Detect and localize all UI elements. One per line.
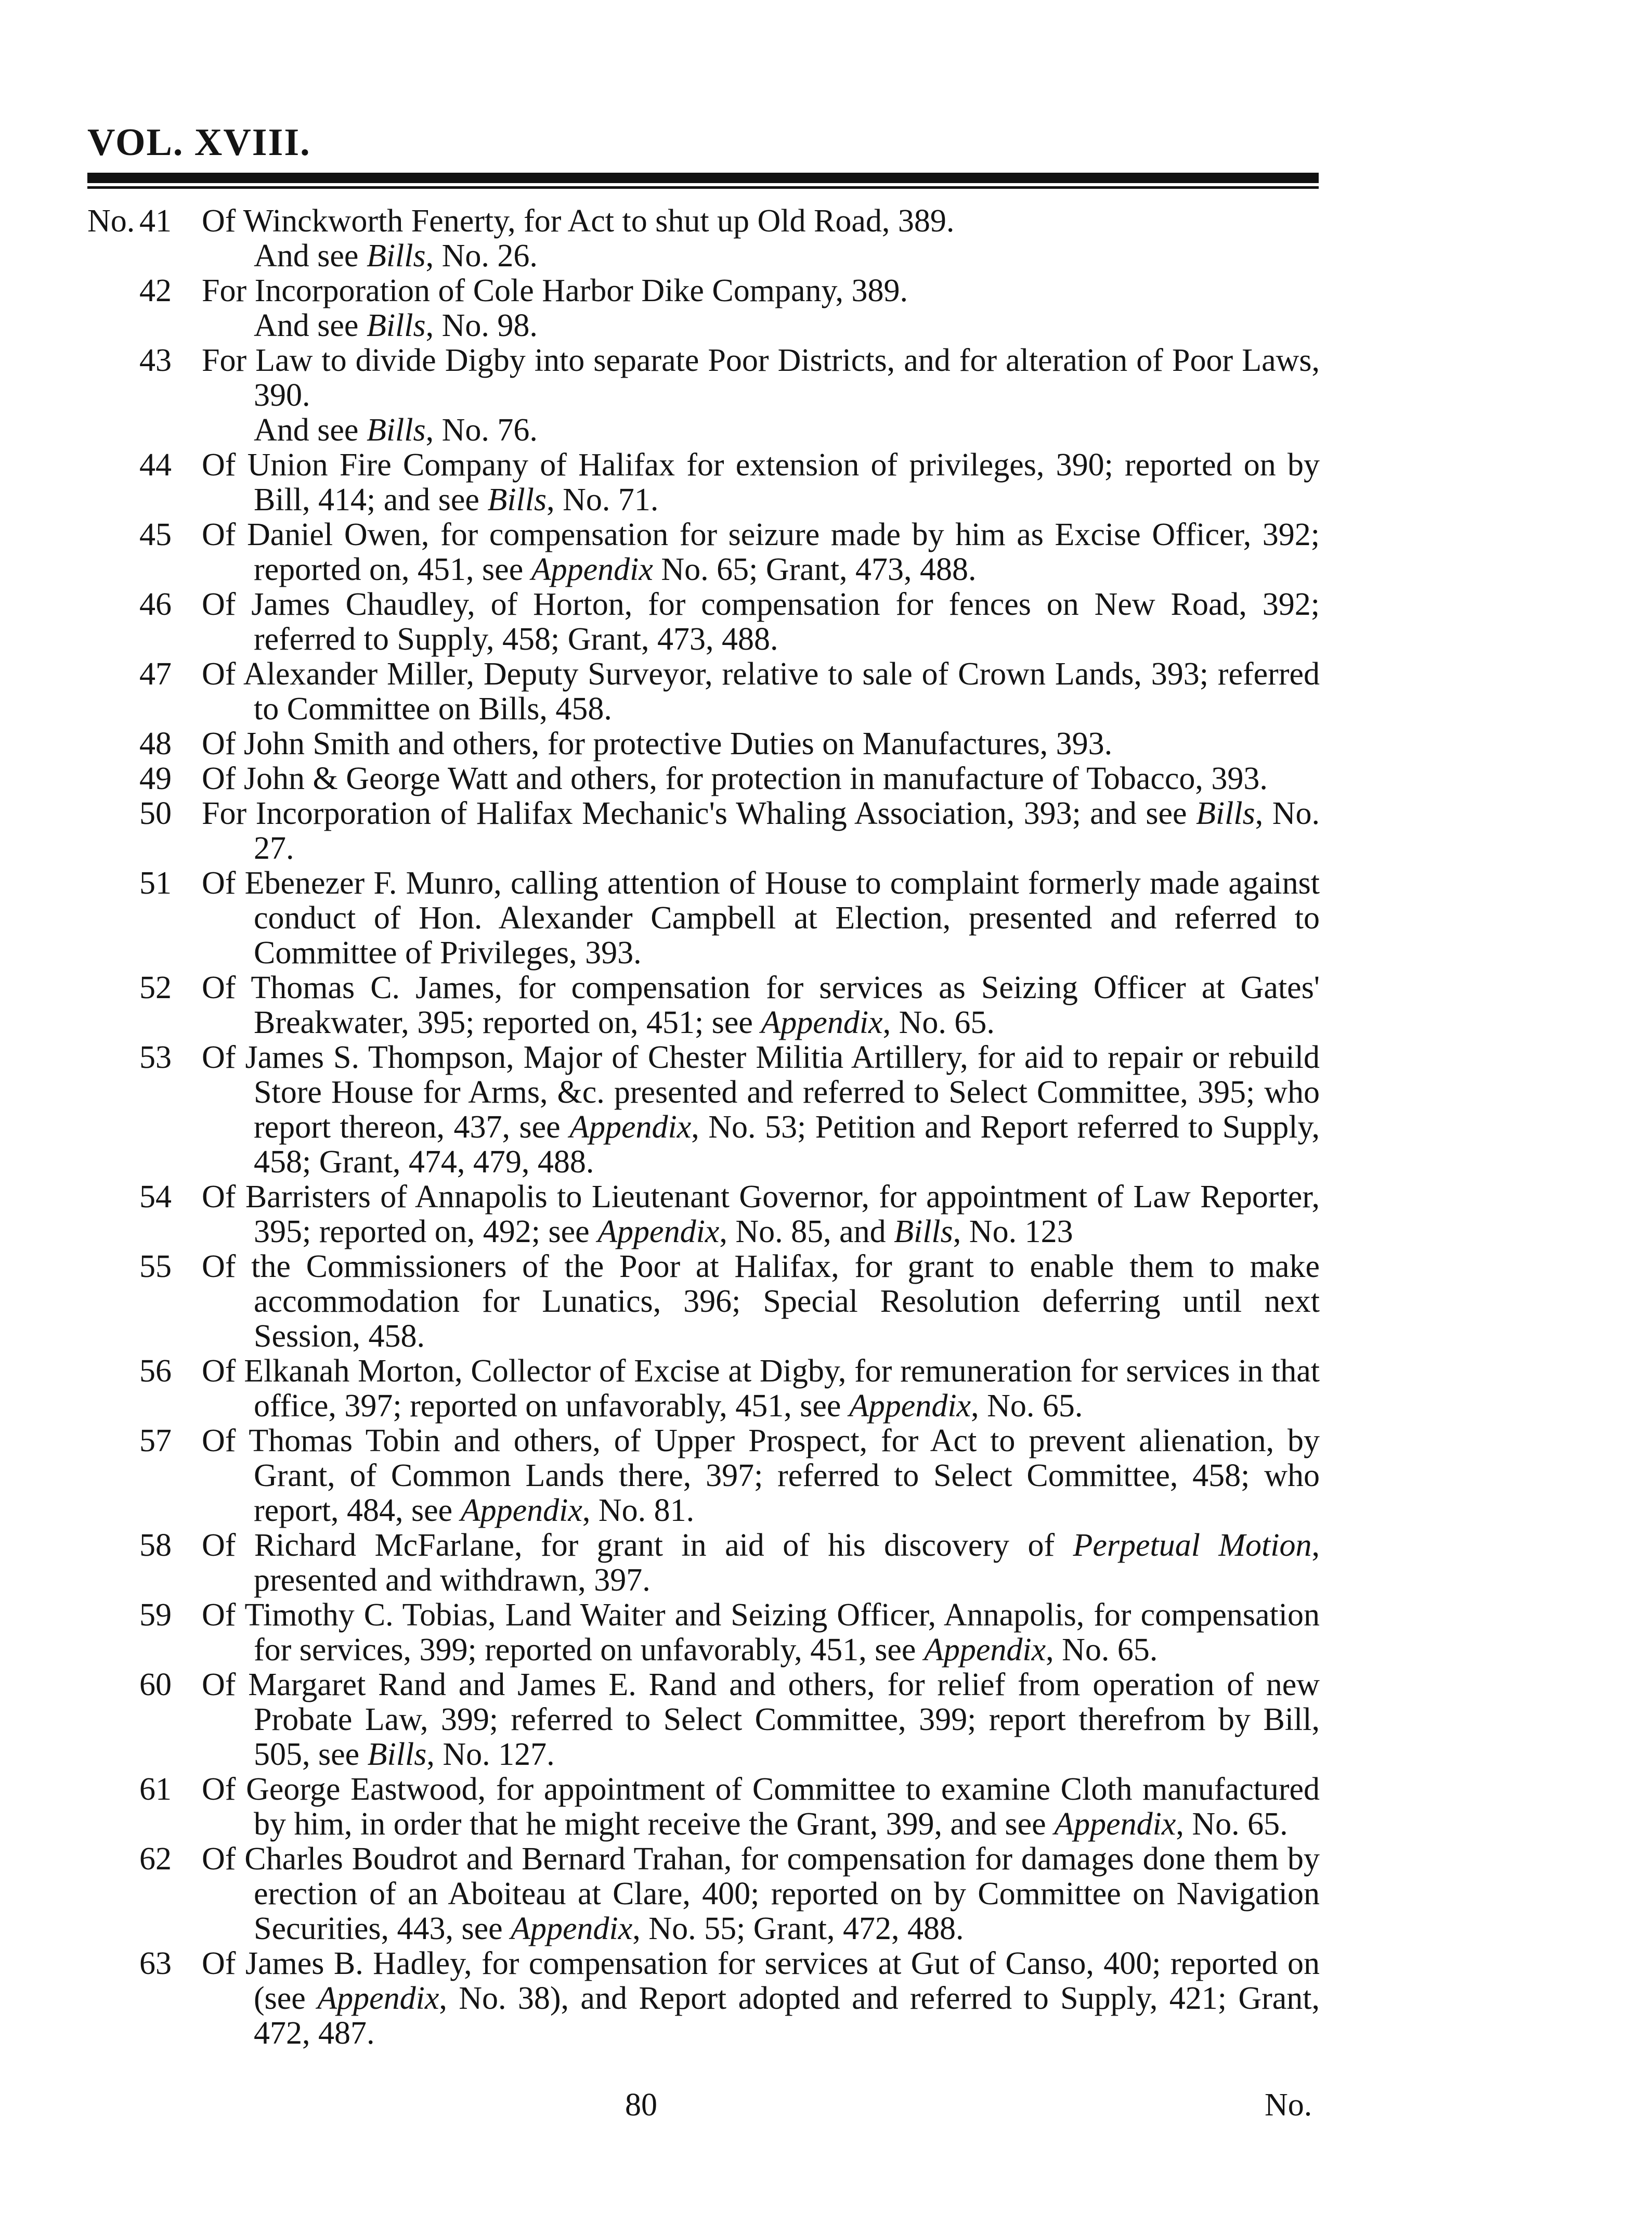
entry-number: 49: [139, 761, 172, 796]
entry-number: 47: [139, 656, 172, 692]
entry-number: 52: [139, 970, 172, 1005]
entry-italic-reference: Appendix: [761, 1005, 883, 1040]
entry-text-part: Of Barristers of Annapolis to Lieutenant Governor, for appointment of Law Reporter, 395; reported on, 492; see: [202, 1179, 1320, 1249]
entry-number: 44: [139, 447, 172, 483]
entry-italic-reference: Bills: [366, 308, 426, 343]
entry-text: [202, 1598, 1320, 1668]
entry-text: [202, 1180, 1320, 1249]
entry-number: 57: [139, 1423, 172, 1458]
entry-text: [202, 1842, 1320, 1946]
entry-number: 45: [139, 517, 172, 552]
entry-number: 42: [139, 273, 172, 308]
entry-number: 61: [139, 1772, 172, 1807]
catchword: No.: [1265, 2087, 1312, 2123]
entry-text-part: , No. 65.: [1176, 1806, 1288, 1842]
petition-entry: [87, 1528, 1320, 1598]
entry-italic-reference: Bills: [367, 1737, 427, 1772]
header-rule-thin: [87, 186, 1319, 189]
petition-entry: [87, 1424, 1320, 1528]
volume-header: VOL. XVIII.: [87, 121, 311, 164]
entry-text: [202, 1040, 1320, 1180]
entry-text-part: , No. 27.: [254, 796, 1320, 866]
entry-text-part: Of James B. Hadley, for compensation for services at Gut of Canso, 400; reported on (see: [202, 1946, 1320, 2016]
entry-text: [202, 587, 1320, 657]
entry-text-part: Of Union Fire Company of Halifax for extension of privileges, 390; reported on by Bill, 414; and see: [202, 447, 1320, 518]
entry-text: [202, 343, 1320, 413]
entry-text-part: For Incorporation of Cole Harbor Dike Company, 389.: [202, 273, 908, 308]
entry-italic-reference: Appendix: [511, 1911, 633, 1946]
petition-entry: [87, 866, 1320, 971]
entry-text-part: Of James S. Thompson, Major of Chester Militia Artillery, for aid to repair or rebuild Store House for Arms, &c. presented and referred to Select Committee, 395; who report thereon, 437, see: [202, 1040, 1320, 1145]
entry-text-part: Of James Chaudley, of Horton, for compensation for fences on New Road, 392; referred to Supply, 458; Grant, 473, 488.: [202, 587, 1320, 657]
entry-text-part: , No. 53; Petition and Report referred to Supply, 458; Grant, 474, 479, 488.: [254, 1109, 1320, 1180]
entry-text-part: And see: [254, 238, 367, 274]
entry-text-part: Of Thomas C. James, for compensation for services as Seizing Officer at Gates' Breakwater, 395; reported on, 451; see: [202, 970, 1320, 1040]
entry-text: [202, 1946, 1320, 2051]
petition-entry: [87, 1180, 1320, 1249]
entry-text-part: , No. 76.: [425, 412, 538, 448]
petition-entry: [87, 727, 1320, 761]
entry-text-part: For Law to divide Digby into separate Poor Districts, and for alteration of Poor Laws, 390.: [202, 343, 1320, 413]
entry-text-part: , No. 26.: [425, 238, 538, 274]
entry-text-part: , No. 98.: [425, 308, 538, 343]
petition-entry: [87, 518, 1320, 587]
entry-number: 46: [139, 587, 172, 622]
petition-entry: [87, 796, 1320, 866]
entry-text-part: , presented and withdrawn, 397.: [254, 1528, 1320, 1598]
entry-italic-reference: Appendix: [460, 1493, 582, 1528]
entry-number: 55: [139, 1249, 172, 1284]
entry-text-part: Of Daniel Owen, for compensation for seizure made by him as Excise Officer, 392; reported on, 451, see: [202, 517, 1320, 587]
entry-text: [202, 657, 1320, 727]
entry-number: 51: [139, 866, 172, 901]
entry-number: 41: [139, 203, 172, 239]
page-number: 80: [625, 2087, 657, 2123]
entry-text-part: , No. 123: [953, 1214, 1073, 1249]
entry-text: [202, 866, 1320, 971]
petition-entry: [87, 343, 1320, 448]
entry-see-also: [202, 413, 1320, 448]
petition-entry: [87, 1598, 1320, 1668]
entry-text-part: And see: [254, 412, 367, 448]
entry-text-part: Of Charles Boudrot and Bernard Trahan, for compensation for damages done them by erection of an Aboiteau at Clare, 400; reported on by Committee on Navigation Securities, 443, see: [202, 1841, 1320, 1946]
entry-text-part: Of Alexander Miller, Deputy Surveyor, relative to sale of Crown Lands, 393; referred to Committee on Bills, 458.: [202, 656, 1320, 727]
entry-text: [202, 274, 1320, 308]
petition-entry: [87, 761, 1320, 796]
entry-italic-reference: Perpetual Motion: [1073, 1528, 1312, 1563]
entry-text-part: , No. 65.: [882, 1005, 995, 1040]
entry-text-part: Of Elkanah Morton, Collector of Excise at Digby, for remuneration for services in that office, 397; reported on unfavorably, 451, see: [202, 1353, 1320, 1424]
entry-text-part: , No. 127.: [426, 1737, 555, 1772]
petition-entry: [87, 587, 1320, 657]
entry-text-part: Of George Eastwood, for appointment of Committee to examine Cloth manufactured by him, in order that he might receive the Grant, 399, and see: [202, 1772, 1320, 1842]
entry-text-part: Of Winckworth Fenerty, for Act to shut up Old Road, 389.: [202, 203, 955, 239]
petition-entry: [87, 1040, 1320, 1180]
entry-text: [202, 727, 1320, 761]
entry-italic-reference: Appendix: [849, 1388, 971, 1424]
entry-italic-reference: Bills: [1196, 796, 1255, 831]
entry-text: [202, 448, 1320, 518]
entry-text-part: Of Ebenezer F. Munro, calling attention of House to complaint formerly made against conduct of Hon. Alexander Campbell at Election, presented and referred to Committee of Privileges, 393.: [202, 866, 1320, 971]
entry-italic-reference: Bills: [366, 238, 426, 274]
entry-text-part: For Incorporation of Halifax Mechanic's Whaling Association, 393; and see: [202, 796, 1196, 831]
entry-see-also: [202, 239, 1320, 274]
petition-entry: [87, 204, 1320, 274]
entry-italic-reference: Appendix: [317, 1981, 439, 2016]
entry-number: 60: [139, 1667, 172, 1702]
entry-italic-reference: Appendix: [597, 1214, 720, 1249]
petition-entry: [87, 1354, 1320, 1424]
entry-text-part: Of John Smith and others, for protective Duties on Manufactures, 393.: [202, 726, 1113, 761]
entry-number: 50: [139, 796, 172, 831]
entry-text-part: , No. 65.: [1046, 1632, 1158, 1668]
entry-text-part: , No. 38), and Report adopted and referred to Supply, 421; Grant, 472, 487.: [254, 1981, 1320, 2051]
entry-number: 43: [139, 343, 172, 378]
entry-text-part: And see: [254, 308, 367, 343]
entry-text: [202, 761, 1320, 796]
entry-number: 63: [139, 1946, 172, 1981]
entry-italic-reference: Appendix: [531, 552, 653, 587]
entry-text: [202, 1424, 1320, 1528]
entry-text: [202, 1249, 1320, 1354]
entry-italic-reference: Bills: [366, 412, 426, 448]
petition-entry: [87, 1772, 1320, 1842]
entry-number: 48: [139, 726, 172, 761]
entry-text-part: , No. 55; Grant, 472, 488.: [632, 1911, 964, 1946]
entry-number: 56: [139, 1353, 172, 1389]
petition-entry: [87, 971, 1320, 1040]
petition-entry: [87, 657, 1320, 727]
entry-text: [202, 1528, 1320, 1598]
entry-text-part: No. 65; Grant, 473, 488.: [653, 552, 977, 587]
entry-number: 53: [139, 1040, 172, 1075]
entry-text: [202, 204, 1320, 239]
header-rule-thick: [87, 173, 1319, 183]
number-prefix: No.: [87, 203, 135, 239]
entry-text-part: , No. 71.: [547, 482, 659, 518]
entry-number: 58: [139, 1528, 172, 1563]
entry-text-part: , No. 81.: [582, 1493, 695, 1528]
entry-text: [202, 796, 1320, 866]
petition-entry: [87, 448, 1320, 518]
petition-entry: [87, 274, 1320, 343]
petition-entry: [87, 1668, 1320, 1772]
entry-text: [202, 1354, 1320, 1424]
entry-text: [202, 518, 1320, 587]
entry-italic-reference: Appendix: [1054, 1806, 1176, 1842]
entry-italic-reference: Appendix: [923, 1632, 1046, 1668]
entry-text-part: Of Margaret Rand and James E. Rand and others, for relief from operation of new Probate Law, 399; referred to Select Committee, 399; report therefrom by Bill, 505, see: [202, 1667, 1320, 1772]
entry-text-part: , No. 65.: [971, 1388, 1083, 1424]
entry-italic-reference: Appendix: [569, 1109, 692, 1145]
entry-text: [202, 971, 1320, 1040]
entry-number: 54: [139, 1179, 172, 1215]
entry-number: 62: [139, 1841, 172, 1877]
entry-text: [202, 1772, 1320, 1842]
petition-entry: [87, 1249, 1320, 1354]
entry-text-part: Of Timothy C. Tobias, Land Waiter and Seizing Officer, Annapolis, for compensation for services, 399; reported on unfavorably, 451, see: [202, 1597, 1320, 1668]
entry-text-part: Of John & George Watt and others, for protection in manufacture of Tobacco, 393.: [202, 761, 1268, 796]
petition-entry: [87, 1842, 1320, 1946]
entry-italic-reference: Bills: [487, 482, 547, 518]
petition-list: [87, 204, 1320, 2051]
entry-number: 59: [139, 1597, 172, 1633]
petition-entry: [87, 1946, 1320, 2051]
entry-see-also: [202, 308, 1320, 343]
entry-text-part: , No. 85, and: [719, 1214, 894, 1249]
entry-text-part: Of the Commissioners of the Poor at Halifax, for grant to enable them to make accommodation for Lunatics, 396; Special Resolution deferring until next Session, 458.: [202, 1249, 1320, 1354]
entry-text: [202, 1668, 1320, 1772]
entry-text-part: Of Thomas Tobin and others, of Upper Prospect, for Act to prevent alienation, by Grant, of Common Lands there, 397; referred to Select Committee, 458; who report, 484, see: [202, 1423, 1320, 1528]
entry-text-part: Of Richard McFarlane, for grant in aid of his discovery of: [202, 1528, 1073, 1563]
entry-italic-reference: Bills: [894, 1214, 953, 1249]
